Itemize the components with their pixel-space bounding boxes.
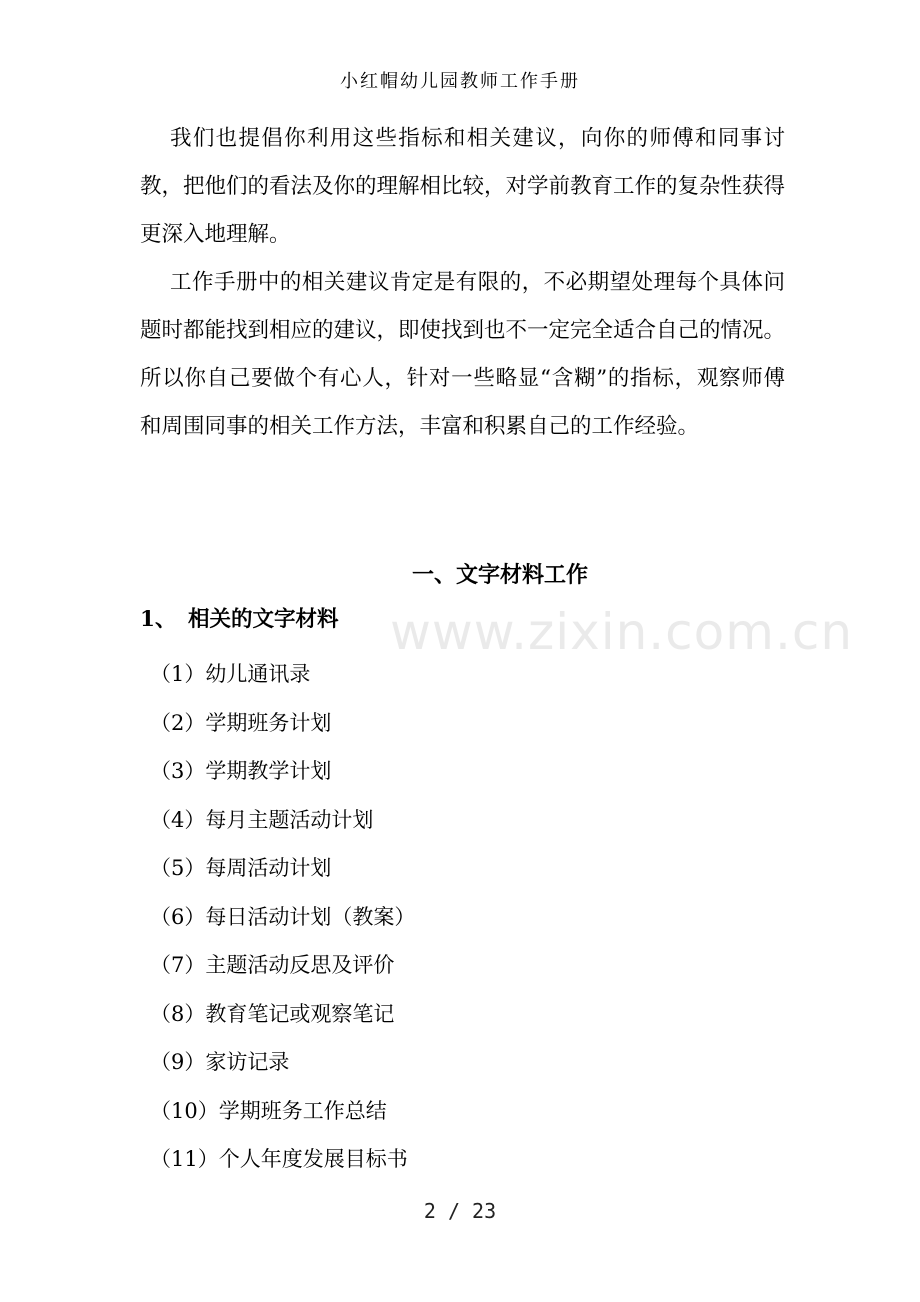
list-item: （8）教育笔记或观察笔记 <box>150 1001 395 1026</box>
section-title: 一、文字材料工作 <box>411 562 588 588</box>
paragraph-2: 工作手册中的相关建议肯定是有限的，不必期望处理每个具体问题时都能找到相应的建议，即使找到也不一定完全适合自己的情况。所以你自己要做个有心人，针对一些略显“含糊”的指标，观察师傅和周围同事的相关工作方法，丰富和积累自己的工作经验。 <box>140 270 786 439</box>
subsection-title: 相关的文字材料 <box>188 607 339 632</box>
list-item: （2）学期班务计划 <box>150 710 332 735</box>
paragraph-1: 我们也提倡你利用这些指标和相关建议，向你的师傅和同事讨教，把他们的看法及你的理解相比较，对学前教育工作的复杂性获得更深入地理解。 <box>140 126 786 247</box>
page-indicator: 2 / 23 <box>423 1199 497 1223</box>
list-item: （3）学期教学计划 <box>150 759 332 783</box>
subsection-heading <box>140 600 339 640</box>
subsection-number: 1、 <box>140 607 177 632</box>
list-item: （4）每月主题活动计划 <box>150 807 374 832</box>
list-item: （9）家访记录 <box>150 1050 290 1074</box>
list-item: （1）幼儿通讯录 <box>150 662 311 686</box>
list-item: （7）主题活动反思及评价 <box>150 953 395 977</box>
list-item: （10）学期班务工作总结 <box>150 1098 387 1123</box>
page-header-title: 小红帽幼儿园教师工作手册 <box>340 71 580 92</box>
list-item: （11）个人年度发展目标书 <box>150 1147 408 1171</box>
list-item: （5）每周活动计划 <box>150 856 332 880</box>
materials-list <box>150 650 415 1184</box>
list-item: （6）每日活动计划（教案） <box>150 904 416 929</box>
watermark: www.zixin.com.cn <box>390 603 854 661</box>
